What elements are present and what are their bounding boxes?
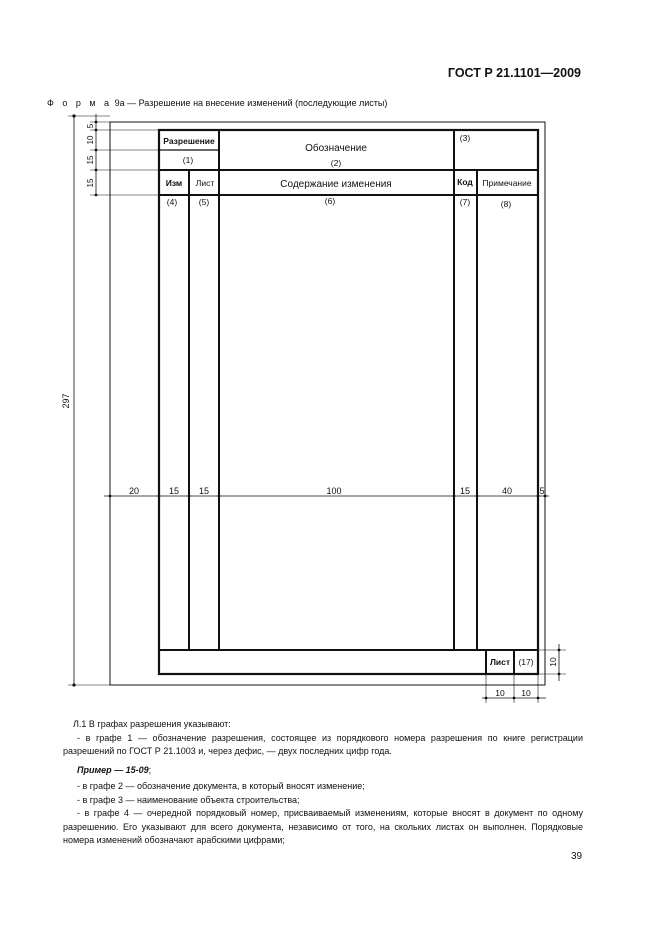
- col1-mark: (1): [182, 155, 194, 165]
- dim-w-15a: 15: [168, 486, 180, 496]
- dim-w-100: 100: [326, 486, 342, 496]
- dim-w-5: 5: [539, 486, 545, 496]
- dim-w-15b: 15: [198, 486, 210, 496]
- paragraph-item4: - в графе 4 — очередной порядковый номер, присваиваемый изменениям, которые вносят в документ по одному разрешению. Его указывают для всего документа, независимо от того, на скольких листах он выполнен. Порядковые номера изменений обозначают арабскими цифрами;: [63, 808, 583, 845]
- body-text: [63, 718, 583, 848]
- example-end: ;: [148, 764, 152, 775]
- dim-height-total: 297: [61, 393, 71, 409]
- col5-mark: (5): [198, 197, 210, 207]
- form-caption-prefix: Ф о р м а: [47, 98, 113, 108]
- col2-mark: (2): [330, 158, 342, 168]
- dim-w-20: 20: [128, 486, 140, 496]
- paragraph-item1: - в графе 1 — обозначение разрешения, состоящее из порядкового номера разрешения по книге регистрации разрешений по ГОСТ Р 21.1003 и, через дефис, — двух последних цифр года.: [63, 732, 583, 756]
- example-label: Пример — 15-09: [77, 764, 149, 775]
- col8-mark: (8): [500, 199, 512, 209]
- content-label: Содержание изменения: [280, 179, 392, 190]
- dim-left-15b: 15: [86, 178, 95, 188]
- list-label: Лист: [195, 178, 215, 188]
- note-label: Примечание: [482, 178, 532, 188]
- inner-frame: [159, 130, 538, 674]
- dim-left-15a: 15: [86, 155, 95, 165]
- paragraph-item3: - в графе 3 — наименование объекта строительства;: [77, 794, 300, 805]
- document-code-header: ГОСТ Р 21.1101—2009: [447, 66, 581, 80]
- izm-label: Изм: [165, 178, 183, 188]
- sheet-label: Лист: [489, 657, 511, 667]
- col7-mark: (7): [459, 197, 471, 207]
- page-number: 39: [571, 851, 583, 862]
- dim-br-10b: 10: [521, 688, 531, 698]
- kod-label: Код: [457, 177, 473, 187]
- col17-mark: (17): [518, 657, 534, 667]
- dim-w-40: 40: [501, 486, 513, 496]
- designation-label: Обозначение: [305, 143, 367, 154]
- dim-br-10a: 10: [495, 688, 505, 698]
- dim-left-10: 10: [86, 135, 95, 145]
- col3-mark: (3): [459, 133, 471, 143]
- dim-w-15c: 15: [459, 486, 471, 496]
- paragraph-example: [63, 764, 583, 778]
- col6-mark: (6): [324, 196, 336, 206]
- paragraph-l1: Л.1 В графах разрешения указывают:: [73, 719, 231, 729]
- form-caption-text: 9а — Разрешение на внесение изменений (последующие листы): [114, 98, 388, 108]
- dim-br-10v: 10: [548, 657, 558, 667]
- permit-label: Разрешение: [163, 136, 215, 146]
- paragraph-item2: - в графе 2 — обозначение документа, в который вносят изменение;: [77, 781, 365, 791]
- col4-mark: (4): [166, 197, 178, 207]
- dim-left-5: 5: [86, 123, 95, 129]
